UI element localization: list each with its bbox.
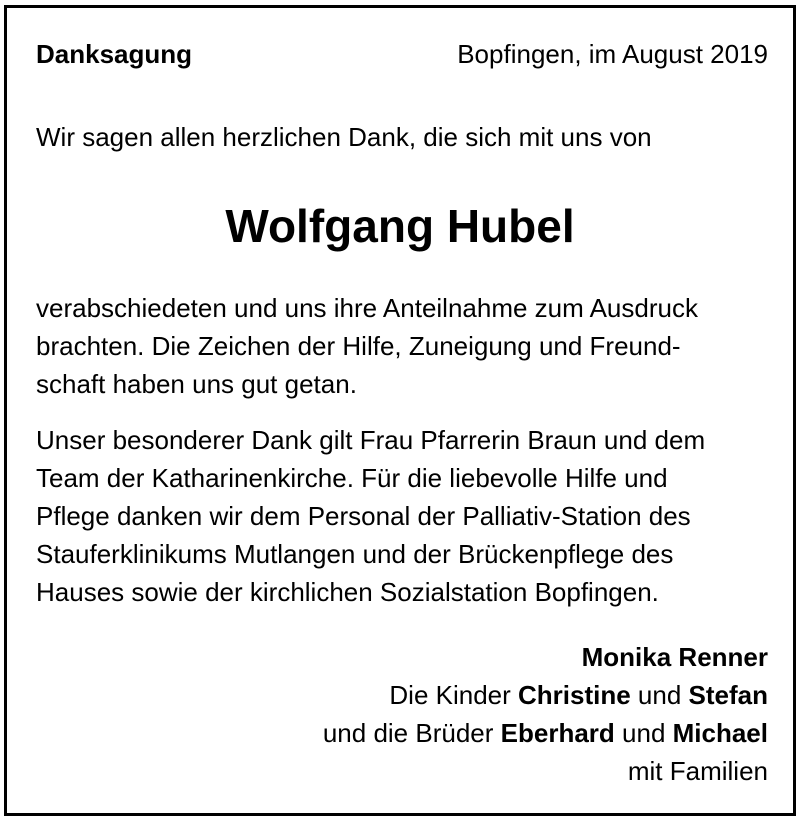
intro-text: Wir sagen allen herzlichen Dank, die sich mit uns von — [36, 122, 652, 152]
paragraph-line: Pflege danken wir dem Personal der Palliativ-Station des — [36, 501, 691, 531]
brother-name-1: Eberhard — [500, 718, 615, 748]
paragraph-line: Hauses sowie der kirchlichen Sozialstation Bopfingen. — [36, 577, 659, 607]
paragraph-line: schaft haben uns gut getan. — [36, 369, 357, 399]
children-prefix: Die Kinder — [389, 680, 519, 710]
place-and-date: Bopfingen, im August 2019 — [457, 39, 768, 69]
widow-name: Monika Renner — [581, 642, 768, 672]
signature-block — [323, 638, 768, 790]
paragraph-line: Unser besonderer Dank gilt Frau Pfarrerin Braun und dem — [36, 425, 706, 455]
brothers-and: und — [614, 718, 673, 748]
paragraph-line: Team der Katharinenkirche. Für die liebevolle Hilfe und — [36, 463, 668, 493]
deceased-name: Wolfgang Hubel — [225, 200, 575, 252]
announcement-title: Danksagung — [36, 39, 193, 69]
signature-line-children — [323, 676, 768, 714]
child-name-2: Stefan — [688, 680, 768, 710]
signature-line-families: mit Familien — [627, 756, 768, 786]
header — [36, 34, 768, 74]
children-and: und — [630, 680, 689, 710]
brother-name-2: Michael — [672, 718, 768, 748]
paragraph-line: brachten. Die Zeichen der Hilfe, Zuneigung und Freund- — [36, 331, 681, 361]
signature-line-widow — [323, 638, 768, 676]
brothers-prefix: und die Brüder — [322, 718, 501, 748]
signature-line-brothers — [323, 714, 768, 752]
paragraph-line: Stauferklinikums Mutlangen und der Brückenpflege des — [36, 539, 674, 569]
thanks-paragraph-1 — [36, 289, 698, 403]
paragraph-line: verabschiedeten und uns ihre Anteilnahme zum Ausdruck — [36, 293, 698, 323]
child-name-1: Christine — [518, 680, 631, 710]
thanks-paragraph-2 — [36, 421, 705, 611]
